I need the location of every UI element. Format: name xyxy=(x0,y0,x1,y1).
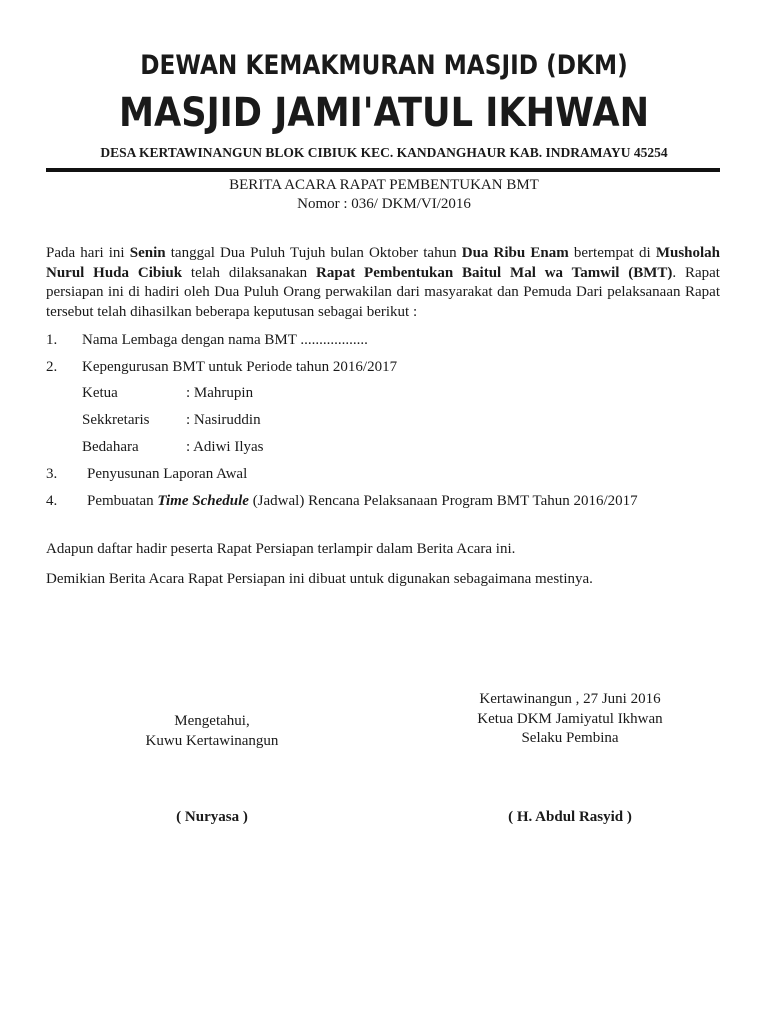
item-number: 1. xyxy=(46,332,58,348)
signature-left-line1: Mengetahui, xyxy=(174,713,250,729)
signatory-right-name: ( H. Abdul Rasyid ) xyxy=(508,809,632,825)
signature-right-line1: Ketua DKM Jamiyatul Ikhwan xyxy=(477,710,663,727)
decision-item-1 xyxy=(46,331,368,350)
signatory-left-name: ( Nuryasa ) xyxy=(176,809,248,825)
decision-item-2 xyxy=(46,358,397,377)
officer-name: : Nasiruddin xyxy=(186,412,261,428)
item-text: (Jadwal) Rencana Pelaksanaan Program BMT Tahun 2016/2017 xyxy=(248,493,638,509)
signature-right-line2: Selaku Pembina xyxy=(521,730,619,746)
letterhead-mosque: MASJID JAMI'ATUL IKHWAN xyxy=(118,90,650,136)
letterhead-address: DESA KERTAWINANGUN BLOK CIBIUK KEC. KANDANGHAUR KAB. INDRAMAYU 45254 xyxy=(100,145,668,160)
item-emphasis: Time Schedule xyxy=(157,493,249,509)
opening-text: telah dilaksanakan xyxy=(182,264,317,281)
opening-text: . Rapat persiapan ini di hadiri oleh Dua Puluh Orang perwakilan dari masyarakat dan Pemuda Dari pelaksanaan Rapat tersebut telah dihasilkan beberapa keputusan sebagai berikut : xyxy=(46,264,720,320)
signature-place-date: Kertawinangun , 27 Juni 2016 xyxy=(479,691,661,707)
attendance-note: Adapun daftar hadir peserta Rapat Persiapan terlampir dalam Berita Acara ini. xyxy=(46,541,516,557)
closing-statement: Demikian Berita Acara Rapat Persiapan ini dibuat untuk digunakan sebagaimana mestinya. xyxy=(46,571,593,587)
officer-name: : Adiwi Ilyas xyxy=(186,439,264,455)
officer-row xyxy=(82,411,261,430)
meeting-day: Senin xyxy=(129,245,166,261)
officer-row xyxy=(82,384,253,403)
document-title: BERITA ACARA RAPAT PEMBENTUKAN BMT xyxy=(229,177,539,193)
meeting-place: Musholah Nurul Huda Cibiuk xyxy=(46,245,721,281)
item-number: 4. xyxy=(46,493,58,509)
officer-role: Ketua xyxy=(82,385,118,401)
officer-name: : Mahrupin xyxy=(186,385,254,401)
letterhead-divider xyxy=(46,168,720,172)
item-text: Nama Lembaga dengan nama BMT .................. xyxy=(82,332,368,348)
opening-paragraph xyxy=(46,244,720,322)
item-text: Kepengurusan BMT untuk Periode tahun 2016/2017 xyxy=(82,359,398,375)
document-number: Nomor : 036/ DKM/VI/2016 xyxy=(297,196,471,212)
signature-left-line2: Kuwu Kertawinangun xyxy=(145,732,279,749)
decision-item-3 xyxy=(46,465,247,484)
item-number: 2. xyxy=(46,359,58,375)
officer-row xyxy=(82,438,264,457)
signature-left xyxy=(112,712,312,751)
officer-role: Sekkretaris xyxy=(82,412,150,428)
item-text: Pembuatan xyxy=(87,493,158,509)
letterhead-org: DEWAN KEMAKMURAN MASJID (DKM) xyxy=(140,50,628,81)
item-number: 3. xyxy=(46,466,58,482)
opening-text: tanggal Dua Puluh Tujuh bulan Oktober tahun xyxy=(165,245,462,261)
opening-text: bertempat di xyxy=(568,245,656,261)
decision-item-4 xyxy=(46,492,638,511)
meeting-name: Rapat Pembentukan Baitul Mal wa Tamwil (BMT) xyxy=(316,264,673,281)
meeting-year: Dua Ribu Enam xyxy=(461,245,569,261)
item-text: Penyusunan Laporan Awal xyxy=(87,466,248,482)
signature-right xyxy=(440,690,700,749)
opening-text: Pada hari ini xyxy=(46,245,130,261)
officer-role: Bedahara xyxy=(82,439,139,455)
